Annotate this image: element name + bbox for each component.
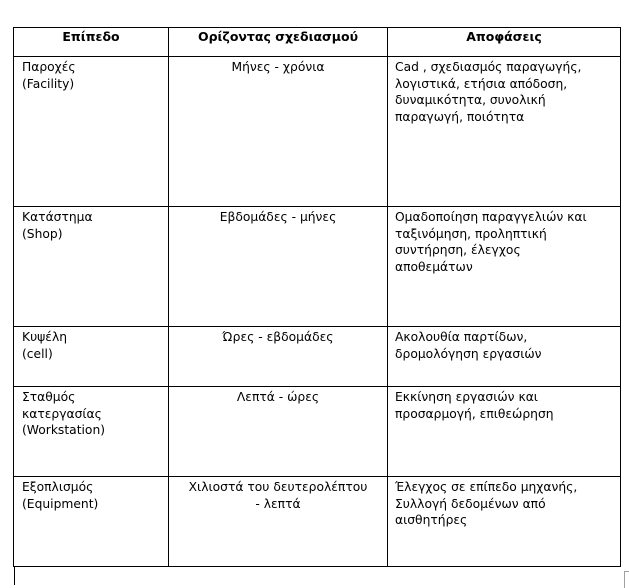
horizon-text: Μήνες - χρόνια (231, 60, 325, 74)
decisions-line: δυναμικότητα, συνολική (395, 93, 546, 107)
decisions-line: Συλλογή δεδομένων από (395, 496, 546, 511)
level-name-cont: κατεργασίας (22, 406, 102, 421)
planning-levels-table (13, 27, 621, 567)
level-cell (14, 387, 169, 477)
decisions-line: Έλεγχος σε επίπεδο μηχανής, (395, 480, 578, 494)
level-name: Κατάστημα (22, 210, 93, 224)
table-row (14, 387, 621, 477)
level-english: (Equipment) (22, 496, 99, 511)
decisions-cell (388, 387, 621, 477)
horizon-cell (169, 207, 388, 327)
header-row (14, 28, 621, 57)
decisions-cell (388, 57, 621, 207)
horizon-cell (169, 57, 388, 207)
decisions-line: παραγωγή, ποιότητα (395, 109, 525, 124)
decisions-line: αποθεμάτων (395, 259, 473, 274)
horizon-text: Λεπτά - ώρες (236, 390, 320, 404)
level-cell (14, 477, 169, 567)
level-cell (14, 327, 169, 387)
decisions-line: συντήρηση, έλεγχος (395, 243, 521, 257)
decisions-line: αισθητήρες (395, 513, 468, 527)
header-horizon: Ορίζοντας σχεδιασμού (169, 28, 388, 57)
table-row (14, 477, 621, 567)
text-cursor-line (14, 567, 15, 585)
level-name: Εξοπλισμός (22, 480, 94, 494)
level-name: Κυψέλη (22, 330, 68, 344)
decisions-line: Ακολουθία παρτίδων, (395, 330, 528, 344)
horizon-cell (169, 327, 388, 387)
level-cell (14, 207, 169, 327)
level-name: Σταθμός (22, 390, 76, 404)
level-name: Παροχές (22, 60, 76, 74)
level-english: (Workstation) (22, 423, 106, 437)
decisions-line: Cad , σχεδιασμός παραγωγής, (395, 60, 582, 74)
header-decisions: Αποφάσεις (388, 28, 621, 57)
horizon-text: Εβδομάδες - μήνες (219, 210, 337, 224)
decisions-cell (388, 327, 621, 387)
level-english: (cell) (22, 346, 53, 361)
table-row (14, 327, 621, 387)
horizon-text: Χιλιοστά του δευτερολέπτου (188, 480, 368, 494)
decisions-line: προσαρμογή, επιθεώρηση (395, 406, 554, 421)
decisions-line: Ομαδοποίηση παραγγελιών και (395, 210, 587, 224)
page-corner-mark (624, 571, 629, 588)
table-row (14, 207, 621, 327)
decisions-line: δρομολόγηση εργασιών (395, 346, 542, 361)
decisions-cell (388, 207, 621, 327)
decisions-cell (388, 477, 621, 567)
header-level: Επίπεδο (14, 28, 169, 57)
horizon-cell (169, 387, 388, 477)
horizon-cell (169, 477, 388, 567)
decisions-line: ταξινόμηση, προληπτική (395, 226, 547, 241)
horizon-text: Ώρες - εβδομάδες (222, 330, 334, 344)
decisions-line: Εκκίνηση εργασιών και (395, 390, 538, 404)
decisions-line: λογιστικά, ετήσια απόδοση, (395, 76, 568, 91)
table-row (14, 57, 621, 207)
level-cell (14, 57, 169, 207)
level-english: (Shop) (22, 226, 63, 241)
horizon-text: - λεπτά (255, 496, 301, 511)
level-english: (Facility) (22, 76, 75, 91)
